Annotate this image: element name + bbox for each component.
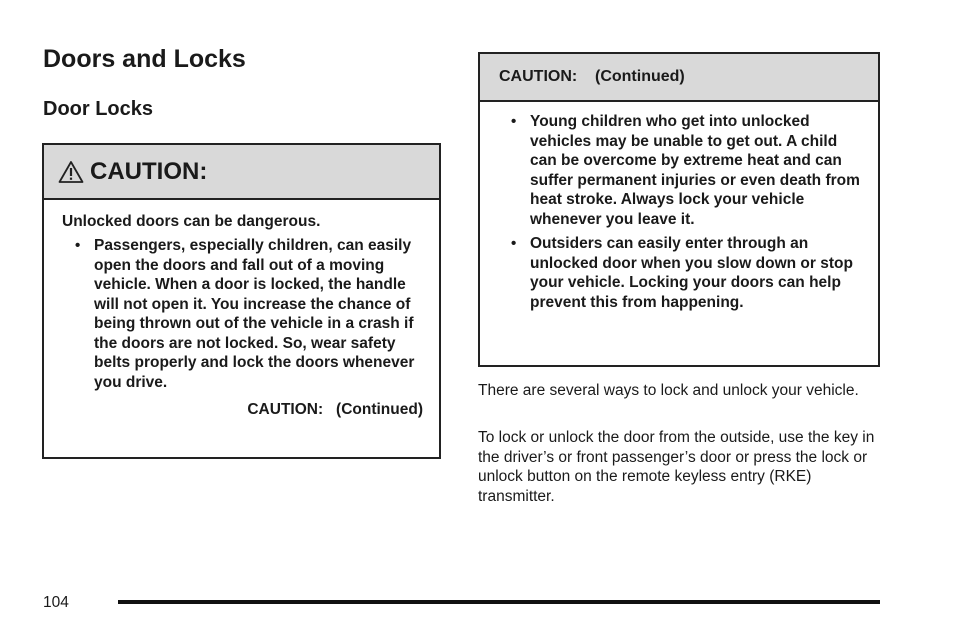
caution-box [42, 143, 441, 459]
section-title: Door Locks [43, 98, 154, 120]
body-paragraph: There are several ways to lock and unlock your vehicle. [478, 382, 859, 399]
caution-bullet-list [62, 236, 423, 392]
list-item [498, 234, 862, 312]
bullet-icon: • [511, 113, 517, 130]
caution-continued-body [480, 102, 878, 312]
caution-body [44, 200, 439, 419]
list-item [62, 236, 423, 392]
bullet-icon: • [511, 235, 517, 252]
page-number: 104 [43, 594, 69, 611]
caution-header [44, 145, 439, 200]
bullet-text: Outsiders can easily enter through an unlocked door when you slow down or stop your vehicle. Locking your doors can help prevent this from happening. [530, 235, 853, 311]
bullet-text: Young children who get into unlocked vehicles may be unable to get out. A child can be overcome by extreme heat and can suffer permanent injuries or even death from heat stroke. Always lock your vehicle whenever you leave it. [530, 113, 860, 228]
footer-rule [118, 600, 880, 604]
caution-continued-bullet-list [498, 112, 862, 312]
body-paragraph: To lock or unlock the door from the outside, use the key in the driver’s or front passenger’s door or press the lock or unlock button on the remote keyless entry (RKE) transmitter. [478, 429, 875, 505]
caution-continued-box [478, 52, 880, 367]
caution-continued-header: CAUTION: (Continued) [480, 54, 878, 102]
bullet-icon: • [75, 237, 81, 254]
warning-triangle-icon [58, 160, 84, 184]
bullet-text: Passengers, especially children, can easily open the doors and fall out of a moving vehicle. When a door is locked, the handle will not open it. You increase the chance of being thrown out of the vehicle in a crash if the doors are not locked. So, wear safety belts properly and lock the doors whenever you drive. [94, 237, 415, 391]
page-title: Doors and Locks [43, 45, 246, 73]
list-item [498, 112, 862, 229]
caution-label: CAUTION: [90, 157, 208, 185]
caution-continued-note: CAUTION: (Continued) [247, 401, 423, 418]
caution-lead: Unlocked doors can be dangerous. [62, 213, 321, 230]
